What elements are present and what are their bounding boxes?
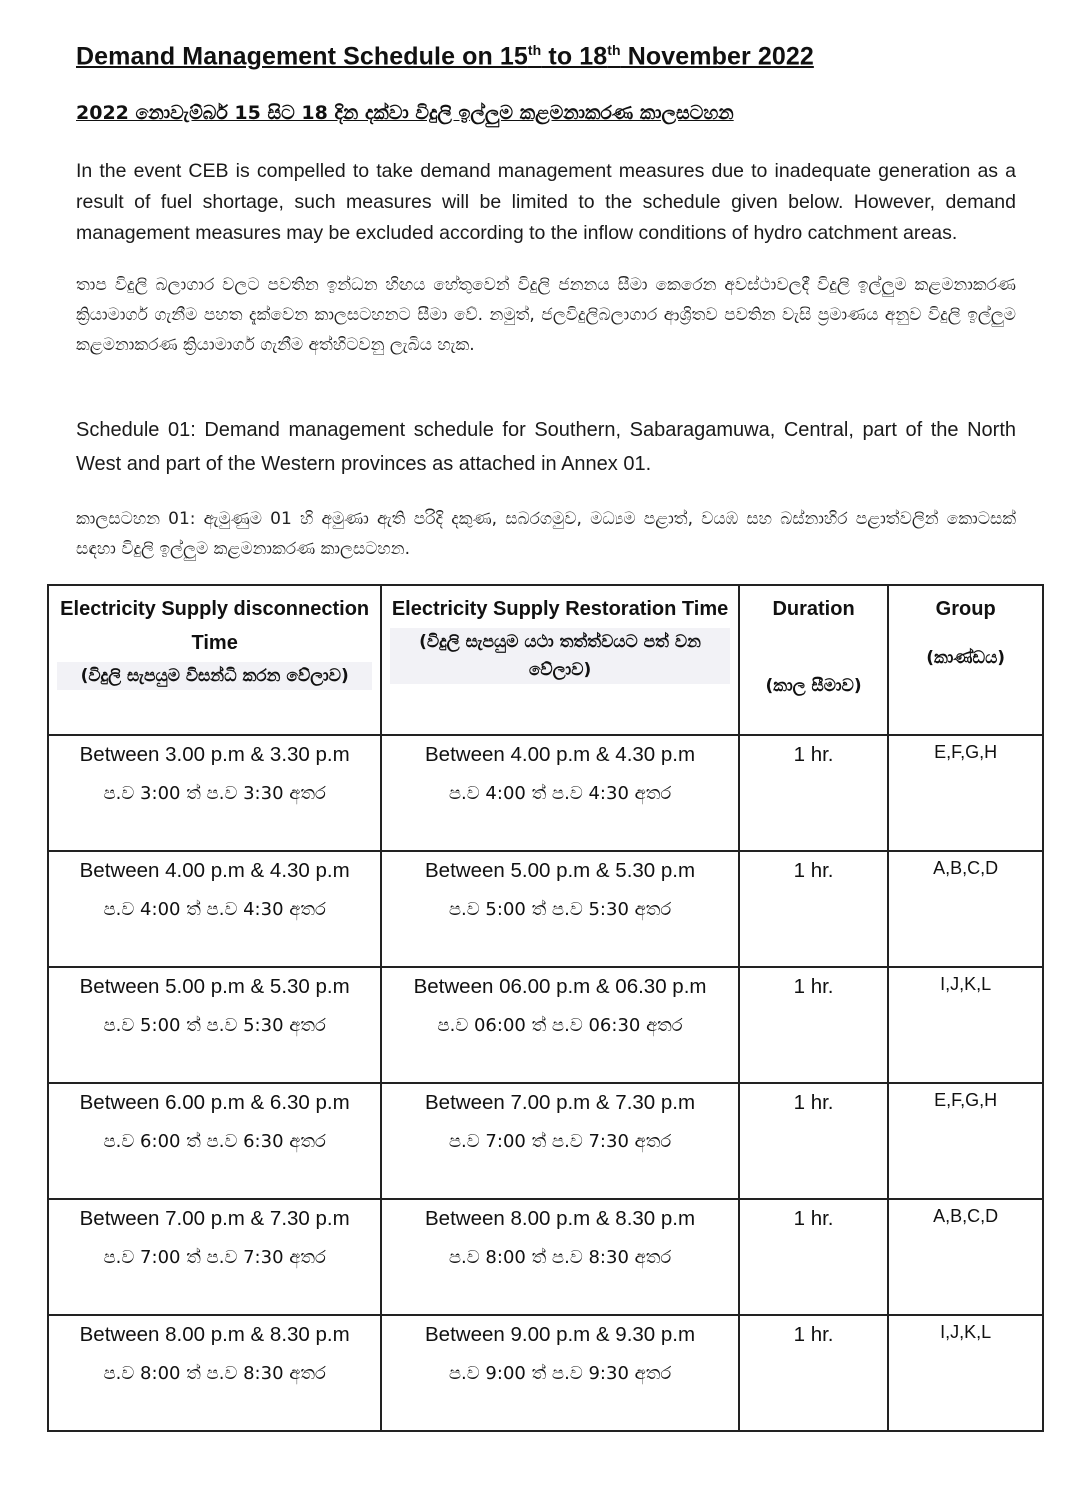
restoration-time-si: ප.ව 8:00 ත් ප.ව 8:30 අතර <box>448 1247 672 1268</box>
table-row <box>48 851 1043 967</box>
group-value: A,B,C,D <box>933 1206 999 1226</box>
restoration-cell <box>381 1315 738 1431</box>
header-restoration-si: (විදුලි සැපයුම යථා තත්ත්වයට පත් වන වේලාව) <box>390 628 729 684</box>
restoration-time-si: ප.ව 5:00 ත් ප.ව 5:30 අතර <box>448 899 672 920</box>
header-disconnection-si: (විදුලි සැපයුම විසන්ධි කරන වේලාව) <box>57 662 372 690</box>
group-value: A,B,C,D <box>933 858 999 878</box>
restoration-time-si: ප.ව 06:00 ත් ප.ව 06:30 අතර <box>437 1015 683 1036</box>
group-value: I,J,K,L <box>940 974 992 994</box>
header-disconnection-en: Electricity Supply disconnection Time <box>60 598 370 654</box>
disconnection-time-si: ප.ව 4:00 ත් ප.ව 4:30 අතර <box>103 899 326 920</box>
duration-cell <box>739 1315 889 1431</box>
disconnection-time-en: Between 3.00 p.m & 3.30 p.m <box>79 743 350 766</box>
disconnection-time-si: ප.ව 8:00 ත් ප.ව 8:30 අතර <box>103 1363 326 1384</box>
group-cell <box>888 967 1043 1083</box>
intro-paragraph-si: තාප විදුලි බලාගාර වලට පවතින ඉන්ධන හිඟය හේතුවෙන් විදුලි ජනනය සීමා කෙරෙන අවස්ථාවලදී විදුලි ඉල්ලුම කළමනාකරණ ක්‍රියාමාර්ග ගැනීම පහත දැක්වෙන කාලසටහනට සීමා වේ. නමුත්, ජලවිදුලිබලාගාර ආශ්‍රිතව පවතින වැසි ප්‍රමාණය අනුව විදුලි ඉල්ලුම කළමනාකරණ ක්‍රියාමාර්ග ගැනීම අත්හිටවනු ලැබිය හැක. <box>76 275 1016 355</box>
restoration-time-si: ප.ව 9:00 ත් ප.ව 9:30 අතර <box>448 1363 672 1384</box>
disconnection-time-en: Between 8.00 p.m & 8.30 p.m <box>79 1323 350 1346</box>
title-main: Demand Management Schedule on 15 <box>76 42 528 71</box>
disconnection-time-si: ප.ව 6:00 ත් ප.ව 6:30 අතර <box>103 1131 326 1152</box>
group-value: I,J,K,L <box>940 1322 992 1342</box>
table-row <box>48 1315 1043 1431</box>
intro-paragraph-en: In the event CEB is compelled to take demand management measures due to inadequate generation as a result of fuel shortage, such measures will be limited to the schedule given below. However, demand management measures may be excluded according to the inflow conditions of hydro catchment areas. <box>76 160 1016 244</box>
group-value: E,F,G,H <box>934 742 998 762</box>
header-duration-si: (කාල සීමාව) <box>765 676 862 696</box>
disconnection-time-si: ප.ව 5:00 ත් ප.ව 5:30 අතර <box>103 1015 326 1036</box>
schedule-description-si: කාලසටහන 01: ඇමුණුම 01 හි අමුණා ඇති පරිදි දකුණ, සබරගමුව, මධ්‍යම පළාත්, වයඹ සහ බස්නාහිර පළාත්වලින් කොටසක් සඳහා විදුලි ඉල්ලුම කළමනාකරණ කාලසටහන. <box>76 509 1016 559</box>
disconnection-time-en: Between 6.00 p.m & 6.30 p.m <box>79 1091 350 1114</box>
page-title <box>76 42 814 71</box>
restoration-time-si: ප.ව 4:00 ත් ප.ව 4:30 අතර <box>448 783 672 804</box>
disconnection-cell <box>48 967 381 1083</box>
restoration-cell <box>381 735 738 851</box>
disconnection-cell <box>48 851 381 967</box>
restoration-time-en: Between 9.00 p.m & 9.30 p.m <box>425 1323 696 1346</box>
title-mid: to 18 <box>541 42 608 71</box>
restoration-time-en: Between 7.00 p.m & 7.30 p.m <box>425 1091 696 1114</box>
duration-cell <box>739 1199 889 1315</box>
duration-cell <box>739 851 889 967</box>
group-cell <box>888 1083 1043 1199</box>
title-end: November 2022 <box>620 42 814 71</box>
duration-cell <box>739 1083 889 1199</box>
disconnection-cell <box>48 735 381 851</box>
header-group <box>888 585 1043 735</box>
group-cell <box>888 851 1043 967</box>
restoration-time-en: Between 06.00 p.m & 06.30 p.m <box>413 975 707 998</box>
group-cell <box>888 735 1043 851</box>
disconnection-time-en: Between 7.00 p.m & 7.30 p.m <box>79 1207 350 1230</box>
sinhala-subtitle: 2022 නොවැම්බර් 15 සිට 18 දින දක්වා විදුලි ඉල්ලුම කළමනාකරණ කාලසටහන <box>76 102 734 124</box>
restoration-cell <box>381 851 738 967</box>
table-row <box>48 967 1043 1083</box>
header-disconnection-time <box>48 585 381 735</box>
duration-cell <box>739 967 889 1083</box>
restoration-cell <box>381 1083 738 1199</box>
duration-value: 1 hr. <box>793 1323 834 1346</box>
duration-value: 1 hr. <box>793 975 834 998</box>
schedule-description-en: Schedule 01: Demand management schedule for Southern, Sabaragamuwa, Central, part of the North West and part of the Western provinces as attached in Annex 01. <box>76 419 1016 475</box>
disconnection-time-en: Between 4.00 p.m & 4.30 p.m <box>79 859 350 882</box>
table-row <box>48 735 1043 851</box>
restoration-time-en: Between 8.00 p.m & 8.30 p.m <box>425 1207 696 1230</box>
title-sup-1: th <box>527 42 542 58</box>
duration-value: 1 hr. <box>793 1091 834 1114</box>
table-header-row <box>48 585 1043 735</box>
table-row <box>48 1199 1043 1315</box>
restoration-cell <box>381 967 738 1083</box>
schedule-table <box>47 584 1044 1432</box>
duration-cell <box>739 735 889 851</box>
header-restoration-time <box>381 585 738 735</box>
restoration-time-en: Between 5.00 p.m & 5.30 p.m <box>425 859 696 882</box>
disconnection-cell <box>48 1199 381 1315</box>
disconnection-time-si: ප.ව 7:00 ත් ප.ව 7:30 අතර <box>103 1247 326 1268</box>
header-duration <box>739 585 889 735</box>
restoration-time-si: ප.ව 7:00 ත් ප.ව 7:30 අතර <box>448 1131 672 1152</box>
duration-value: 1 hr. <box>793 859 834 882</box>
disconnection-time-si: ප.ව 3:00 ත් ප.ව 3:30 අතර <box>103 783 326 804</box>
table-row <box>48 1083 1043 1199</box>
group-value: E,F,G,H <box>934 1090 998 1110</box>
title-sup-2: th <box>607 42 621 58</box>
disconnection-cell <box>48 1083 381 1199</box>
disconnection-cell <box>48 1315 381 1431</box>
group-cell <box>888 1315 1043 1431</box>
header-group-en: Group <box>935 598 996 620</box>
duration-value: 1 hr. <box>793 743 834 766</box>
header-group-si: (කාණ්ඩය) <box>926 648 1006 668</box>
header-restoration-en: Electricity Supply Restoration Time <box>391 598 729 620</box>
disconnection-time-en: Between 5.00 p.m & 5.30 p.m <box>79 975 350 998</box>
duration-value: 1 hr. <box>793 1207 834 1230</box>
group-cell <box>888 1199 1043 1315</box>
restoration-time-en: Between 4.00 p.m & 4.30 p.m <box>425 743 696 766</box>
restoration-cell <box>381 1199 738 1315</box>
header-duration-en: Duration <box>772 598 855 620</box>
